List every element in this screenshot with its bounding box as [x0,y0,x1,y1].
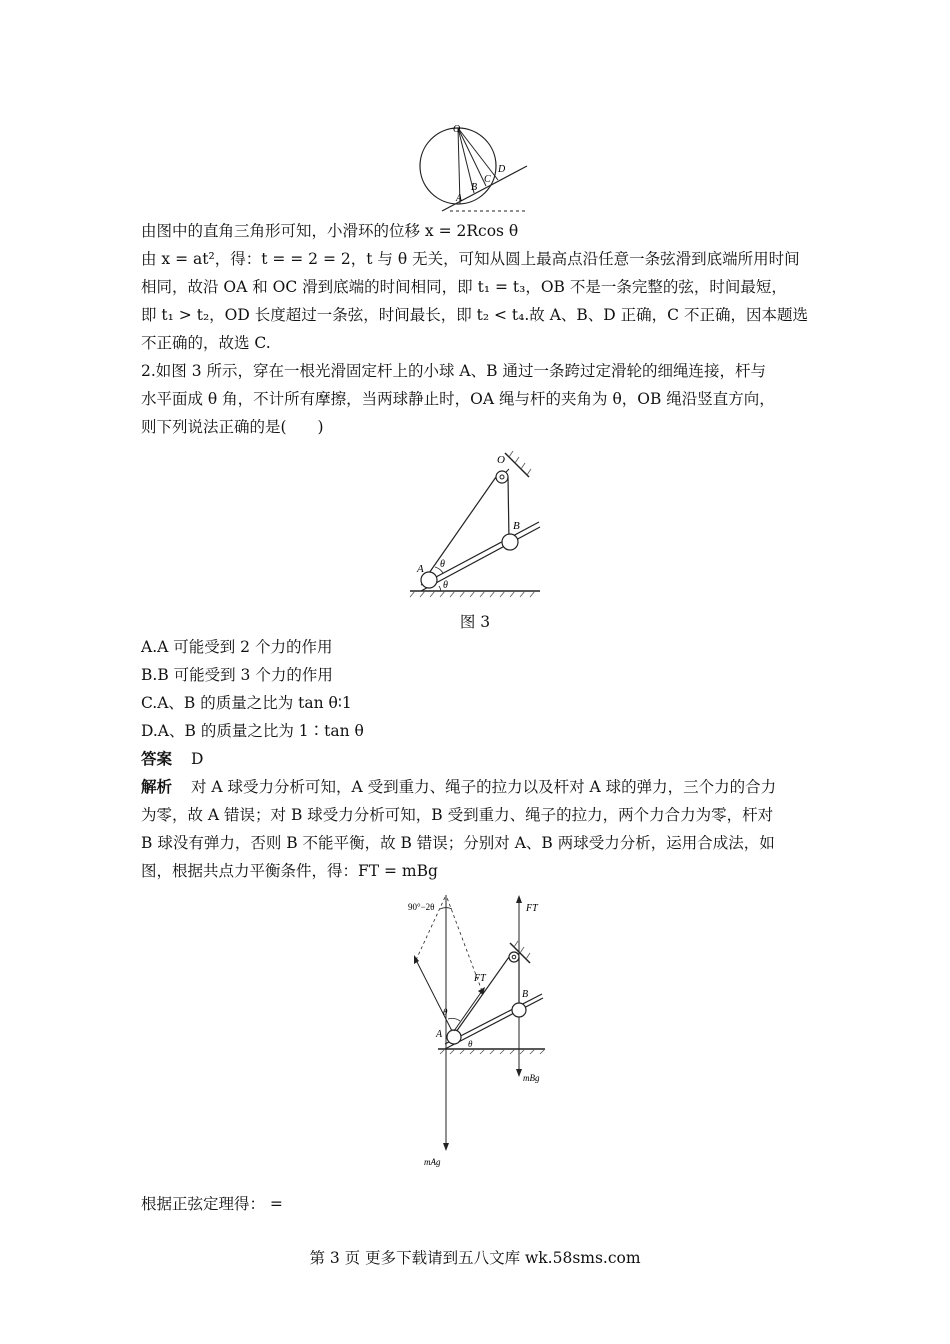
figure-circle-chords [412,118,542,216]
answer-line [141,748,203,770]
option-d: D.A、B 的质量之比为 1∶tan θ [141,722,364,740]
fig3-label-B: B [513,520,520,532]
solution-line-3: 相同，故沿 OA 和 OC 滑到底端的时间相同，即 t₁ = t₃，OB 不是一条完整的弦，时间最短， [141,278,787,296]
question-line-2: 水平面成 θ 角，不计所有摩擦，当两球静止时，OA 绳与杆的夹角为 θ，OB 绳沿竖直方向， [141,390,775,408]
fig4-label-mBg: mBg [523,1073,540,1083]
figure-3-caption: 图 3 [459,613,491,631]
fig4-label-theta-bottom: θ [468,1039,473,1049]
final-line: 根据正弦定理得： = [141,1195,283,1213]
page-footer: 第 3 页 更多下载请到五八文库 wk.58sms.com [309,1249,641,1267]
solution-line-5: 不正确的，故选 C. [141,334,271,352]
analysis-line-4: 图，根据共点力平衡条件，得：FT = mBg [141,862,438,880]
option-b: B.B 可能受到 3 个力的作用 [141,666,333,684]
option-a: A.A 可能受到 2 个力的作用 [141,638,333,656]
fig3-label-theta-top: θ [440,559,445,570]
fig4-label-angle-top: 90°−2θ [408,902,435,912]
answer-label: 答案 [141,749,173,768]
fig3-label-A: A [417,563,424,575]
analysis-line-3: B 球没有弹力，否则 B 不能平衡，故 B 错误；分别对 A、B 两球受力分析，运用合成法，如 [141,834,775,852]
fig1-label-B: B [471,182,478,193]
fig4-label-theta-top: θ [443,1007,448,1017]
fig4-label-FT-top: FT [526,903,538,914]
solution-line-2: 由 x = at²，得：t = = 2 = 2，t 与 θ 无关，可知从圆上最高点沿任意一条弦滑到底端所用时间 [141,250,800,268]
solution-line-1: 由图中的直角三角形可知，小滑环的位移 x = 2Rcos θ [141,222,519,240]
fig1-label-D: D [498,164,506,175]
figure-3-pulley [405,445,550,600]
figure-force-diagram [400,885,560,1180]
solution-line-4: 即 t₁ > t₂，OD 长度超过一条弦，时间最长，即 t₂ < t₄.故 A、B、D 正确，C 不正确，因本题选 [141,306,808,324]
fig3-label-theta-bottom: θ [443,580,448,591]
analysis-line-1 [141,776,776,798]
analysis-label: 解析 [141,777,173,796]
analysis-line-2: 为零，故 A 错误；对 B 球受力分析可知，B 受到重力、绳子的拉力，两个力合力为零，杆对 [141,806,774,824]
analysis-text-1: 对 A 球受力分析可知，A 受到重力、绳子的拉力以及杆对 A 球的弹力，三个力的合力 [190,778,777,796]
question-line-1: 2.如图 3 所示，穿在一根光滑固定杆上的小球 A、B 通过一条跨过定滑轮的细绳连接，杆与 [141,362,766,380]
fig4-label-FT-rope: FT [474,973,486,984]
fig1-label-A: A [456,193,463,204]
fig4-label-mAg: mAg [424,1157,441,1167]
fig4-label-B: B [522,989,529,1000]
fig1-label-O: O [453,124,461,135]
option-c: C.A、B 的质量之比为 tan θ∶1 [141,694,352,712]
fig4-label-A: A [436,1029,443,1040]
question-line-3: 则下列说法正确的是( ) [141,418,324,436]
fig3-label-O: O [497,454,505,466]
fig1-label-C: C [484,174,491,185]
answer-value: D [190,750,204,768]
